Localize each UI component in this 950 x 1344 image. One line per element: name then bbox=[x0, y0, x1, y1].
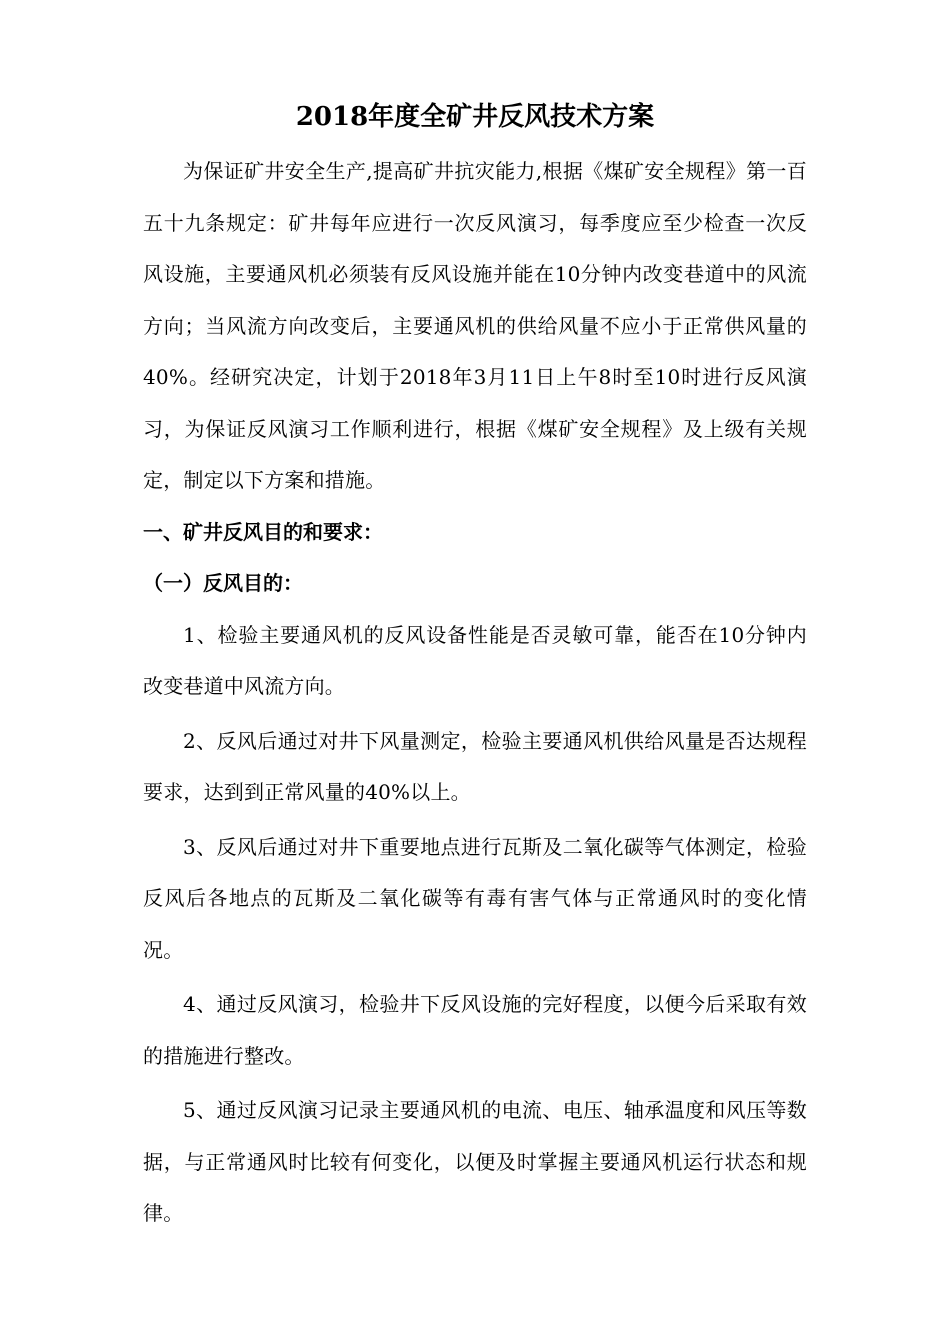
list-item: 3、反风后通过对井下重要地点进行瓦斯及二氧化碳等气体测定，检验反风后各地点的瓦斯及二氧化碳等有毒有害气体与正常通风时的变化情况。 bbox=[143, 834, 807, 962]
section-heading: 一、矿井反风目的和要求： bbox=[143, 519, 383, 544]
document-title: 2018年度全矿井反风技术方案 bbox=[295, 102, 655, 132]
list-item: 2、反风后通过对井下风量测定，检验主要通风机供给风量是否达规程要求，达到到正常风量的40%以上。 bbox=[143, 728, 807, 804]
list-item: 5、通过反风演习记录主要通风机的电流、电压、轴承温度和风压等数据，与正常通风时比较有何变化，以便及时掌握主要通风机运行状态和规律。 bbox=[143, 1098, 807, 1225]
list-item: 1、检验主要通风机的反风设备性能是否灵敏可靠，能否在10分钟内改变巷道中风流方向。 bbox=[143, 622, 807, 698]
subsection-heading: （一）反风目的： bbox=[143, 571, 303, 595]
list-item: 4、通过反风演习，检验井下反风设施的完好程度，以便今后采取有效的措施进行整改。 bbox=[143, 992, 807, 1068]
intro-paragraph: 为保证矿井安全生产,提高矿井抗灾能力,根据《煤矿安全规程》第一百五十九条规定：矿井每年应进行一次反风演习，每季度应至少检查一次反风设施，主要通风机必须装有反风设施并能在10分钟内改变巷道中的风流方向；当风流方向改变后，主要通风机的供给风量不应小于正常供风量的40%。经研究决定，计划于2018年3月11日上午8时至10时进行反风演习，为保证反风演习工作顺利进行，根据《煤矿安全规程》及上级有关规定，制定以下方案和措施。 bbox=[143, 159, 807, 492]
